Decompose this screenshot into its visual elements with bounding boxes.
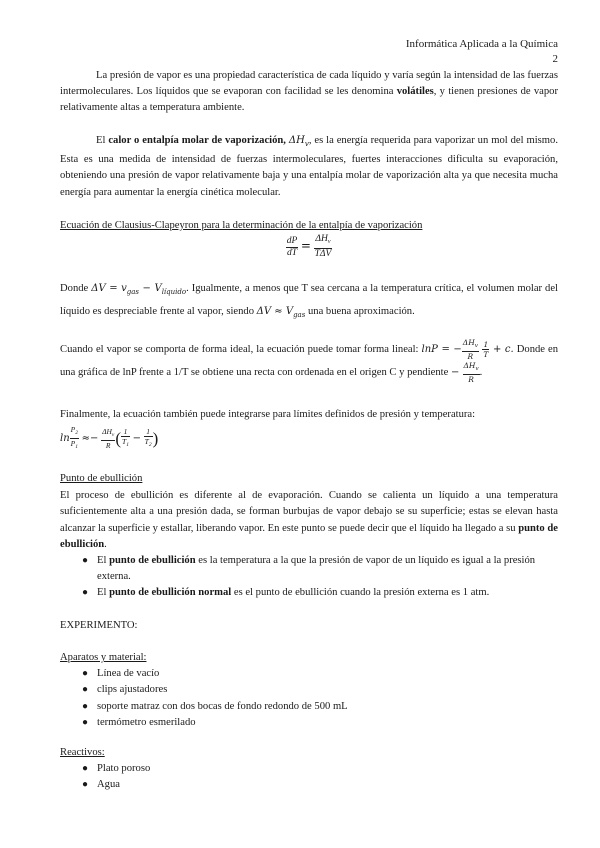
experiment-heading: EXPERIMENTO: [60,620,138,631]
bullet-icon: ● [82,763,89,775]
list-item: ● soporte matraz con dos bocas de fondo redondo de 500 mL [60,699,558,715]
page-number: 2 [552,53,558,65]
fraction-dhv-r: $\frac{\Delta H_v}{R}$ [102,427,115,451]
header-title: Informática Aplicada a la Química [405,38,558,50]
section-heading: Ecuación de Clausius-Clapeyron para la determinación de la entalpía de vaporización [60,220,423,231]
bullet-icon: ● [82,555,89,567]
bullet-icon: ● [82,716,89,728]
section-boiling-point: Punto de ebullición El proceso de ebullición es diferente al de evaporación. Cuando se calienta un líquido a una temperatura suficientemente alta a una presión dada, se forman burbujas de vapor debajo se su superficie; estas se elevan hasta alcanzar la superficie y estallar, liberando vapor. En este punto se puede decir que el líquido ha llegado a su punto de ebullición. ● El punto de ebullición es la temperatura a la que la presión de vapor de un líquido es igual a la presión externa. ● El punto de ebullición normal es el punto de ebullición cuando la presión externa es 1 atm. [60,471,558,602]
section-heading: Reactivos: [60,747,105,758]
fraction-p2-p1: $\frac{P_2}{P_1}$ [70,425,78,451]
section-heading: Aparatos y material: [60,652,147,663]
list-item: ● El punto de ebullición es la temperatura a la que la presión de vapor de un líquido es igual a la presión externa. [82,555,536,583]
bold-boiling-point: punto de ebullición [60,522,558,550]
fraction-dh-r: $\frac{\Delta H_v}{R}$ [462,338,478,361]
boiling-point-list [60,553,558,602]
reagents-list [60,761,558,793]
fraction-dp-dt: $\frac{dP}{dT}$ [286,235,298,258]
fraction-one-t2: $\frac{1}{T_2}$ [144,427,152,449]
section-reagents [60,745,558,794]
paragraph-enthalpy: El calor o entalpía molar de vaporización, $\Delta H_v$, es la energía requerida para vaporizar un mol del mismo. Esta es una medida de intensidad de fuerzas intermoleculares, fuertes interacciones dificulta su evaporación, obteniendo una presión de vapor relativamente baja y una entalpía molar de vaporización alta ya que necesita mucha energía para aumentar la energía cinética molecular. [60,135,558,198]
list-item: ● Agua [60,777,558,793]
bullet-icon: ● [82,587,89,599]
section-heading: Punto de ebullición [60,473,143,484]
paragraph-vapor-pressure: La presión de vapor es una propiedad característica de cada líquido y varía según la intensidad de las fuerzas intermoleculares. Los líquidos que se evaporan con facilidad se les denomina volátiles, y tienen presiones de vapor relativamente altas a temperatura ambiente. [60,70,558,114]
bullet-icon: ● [82,700,89,712]
math-delta-v: $\Delta V = v_{gas} - V_{líquido}$ [91,283,187,296]
list-item: ● Línea de vacío [60,666,558,682]
section-clausius-clapeyron [60,218,558,260]
paragraph-integrated-form: Finalmente, la ecuación también puede integrarse para límites definidos de presión y temperatura: ln $\frac{P_2}{P_1}$ ≈− $\frac{\Delta H_v}{R}$ ( $\frac{1}{T_1}$ − $\frac{1}{T_2}$ ) [60,407,558,452]
math-delta-hv: $\Delta H_v$ [288,135,309,148]
math-approx: $\Delta V \approx V_{gas}$ [256,306,306,319]
list-item: ● El punto de ebullición normal es el punto de ebullición cuando la presión externa es 1 atm. [60,585,558,601]
bullet-icon: ● [82,779,89,791]
list-item: ● termómetro esmerilado [60,715,558,731]
list-item: ● Plato poroso [60,761,558,777]
page-header [406,37,558,67]
equation-clausius-clapeyron: $\frac{dP}{dT}$ = $\frac{\Delta H_v}{\text{TΔV}}$ [286,234,332,260]
paragraph-linear-form: Cuando el vapor se comporta de forma ideal, la ecuación puede tomar forma lineal: lnP = − $\frac{\Delta H_v}{R}$ $\frac{1}{T}$ + c. Donde en una gráfica de lnP frente a 1/T se obtiene una recta con ordenada en el origen C y pendiente − $\frac{\Delta H_v}{R}$ . [60,338,559,384]
fraction-dh-tdv: $\frac{\Delta H_v}{\text{TΔV}}$ [314,234,332,260]
bold-enthalpy-term: calor o entalpía molar de vaporización, [108,135,286,146]
section-apparatus [60,650,558,731]
apparatus-list [60,666,558,731]
equation-integrated: ln $\frac{P_2}{P_1}$ ≈− $\frac{\Delta H_v}{R}$ ( $\frac{1}{T_1}$ − $\frac{1}{T_2}$ ) [60,425,159,451]
section-experiment [60,618,558,634]
bullet-icon: ● [82,684,89,696]
bullet-icon: ● [82,668,89,680]
math-slope: − $\frac{\Delta H_v}{R}$ [450,361,479,384]
math-linear-equation: lnP = − $\frac{\Delta H_v}{R}$ $\frac{1}{T}$ + c. [421,338,514,361]
paragraph-delta-v: Donde $\Delta V = v_{gas} - V_{líquido}$. Igualmente, a menos que T sea cercana a la temperatura crítica, el volumen molar del líquido es despreciable frente al vapor, siendo $\Delta V \approx V_{gas}$ una buena aproximación. [60,283,558,319]
fraction-one-t: $\frac{1}{T}$ [483,340,489,359]
bold-volatiles: volátiles [396,86,434,98]
list-item: ● clips ajustadores [60,682,558,698]
fraction-one-t1: $\frac{1}{T_1}$ [122,427,129,449]
